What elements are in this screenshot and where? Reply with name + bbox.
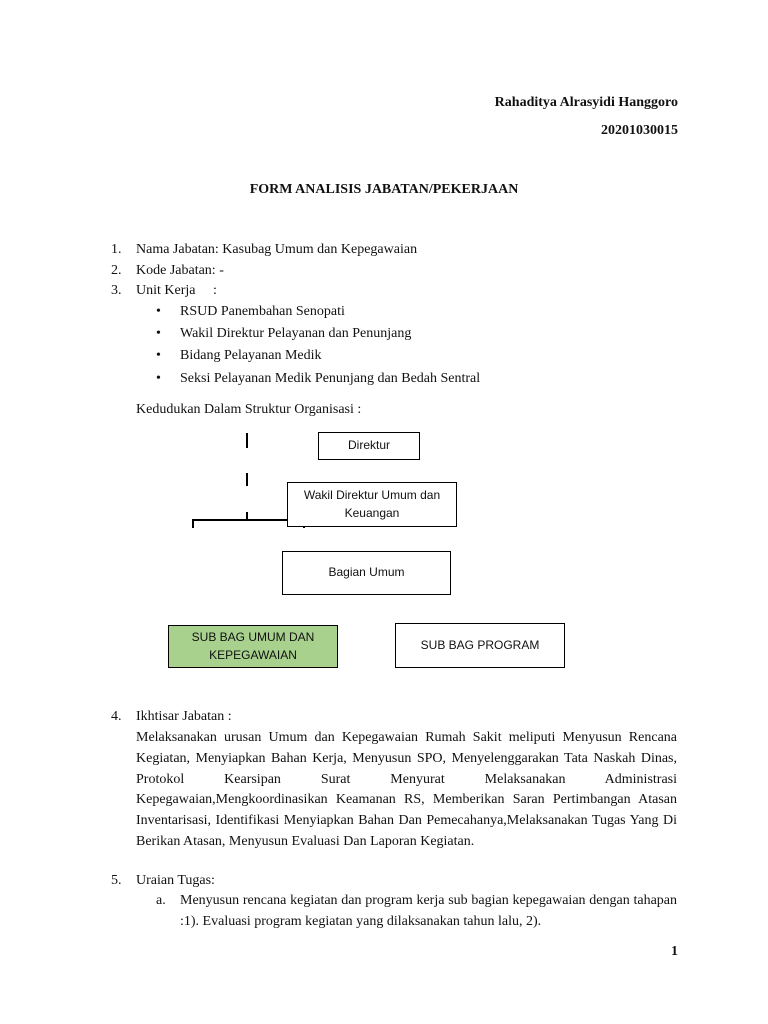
section-heading: Uraian Tugas: bbox=[136, 873, 215, 888]
bullet-icon: • bbox=[156, 304, 161, 319]
document-title: FORM ANALISIS JABATAN/PEKERJAAN bbox=[249, 182, 519, 197]
org-box-label: Wakil Direktur Umum dan bbox=[303, 488, 441, 503]
list-item: Bidang Pelayanan Medik bbox=[180, 348, 322, 363]
connector-line bbox=[246, 433, 248, 448]
list-item: Seksi Pelayanan Medik Penunjang dan Bedah Sentral bbox=[180, 371, 481, 386]
bullet-icon: • bbox=[156, 371, 161, 386]
org-structure-label: Kedudukan Dalam Struktur Organisasi : bbox=[136, 402, 362, 417]
org-box-direktur bbox=[318, 432, 420, 460]
list-item: RSUD Panembahan Senopati bbox=[180, 304, 345, 319]
org-box-label: SUB BAG PROGRAM bbox=[420, 637, 540, 652]
org-box-bagian-umum bbox=[282, 551, 451, 595]
author-name: Rahaditya Alrasyidi Hanggoro bbox=[494, 95, 678, 110]
student-id: 20201030015 bbox=[601, 123, 678, 138]
item-text: Kode Jabatan: - bbox=[136, 263, 224, 278]
connector-line bbox=[192, 519, 194, 528]
item-number: 1. bbox=[111, 242, 122, 257]
sub-item-letter: a. bbox=[156, 893, 166, 908]
bullet-icon: • bbox=[156, 348, 161, 363]
section-number: 5. bbox=[111, 873, 122, 888]
org-box-wakil-direktur bbox=[287, 482, 457, 527]
item-text: Unit Kerja : bbox=[136, 283, 217, 298]
bullet-icon: • bbox=[156, 326, 161, 341]
org-box-label: Bagian Umum bbox=[328, 565, 405, 580]
list-item: Wakil Direktur Pelayanan dan Penunjang bbox=[180, 326, 412, 341]
item-number: 3. bbox=[111, 283, 122, 298]
org-box-label: SUB BAG UMUM DAN bbox=[191, 630, 315, 645]
org-box-label: Direktur bbox=[347, 438, 390, 453]
item-number: 2. bbox=[111, 263, 122, 278]
section-heading: Ikhtisar Jabatan : bbox=[136, 709, 232, 724]
org-box-subbag-umum-kepegawaian bbox=[168, 625, 338, 668]
item-text: Nama Jabatan: Kasubag Umum dan Kepegawaian bbox=[136, 242, 418, 257]
section-body: Melaksanakan urusan Umum dan Kepegawaian Rumah Sakit meliputi Menyusun Rencana Kegiatan, Menyiapkan Bahan Kerja, Menyusun SPO, Menyelenggarakan Tata Naskah Dinas, Protokol Kearsipan Surat Menyurat Melaksanakan Administrasi Kepegawaian,Mengkoordinasikan Keamanan RS, Memberikan Saran Pertimbangan Atasan Inventarisasi, Identifikasi Menyiapkan Bahan Dan Pemecahanya,Melaksanakan Tugas Yang Di Berikan Atasan, Menyusun Evaluasi Dan Laporan Kegiatan. bbox=[136, 730, 677, 849]
org-box-label: KEPEGAWAIAN bbox=[209, 647, 297, 662]
connector-line bbox=[246, 473, 248, 486]
org-box-label: Keuangan bbox=[344, 505, 400, 520]
org-box-subbag-program bbox=[395, 623, 565, 668]
section-number: 4. bbox=[111, 709, 122, 724]
sub-item-text: Menyusun rencana kegiatan dan program kerja sub bagian kepegawaian dengan tahapan :1). Evaluasi program kegiatan yang dilaksanakan tahun lalu, 2). bbox=[180, 893, 677, 929]
page-number: 1 bbox=[671, 944, 678, 959]
